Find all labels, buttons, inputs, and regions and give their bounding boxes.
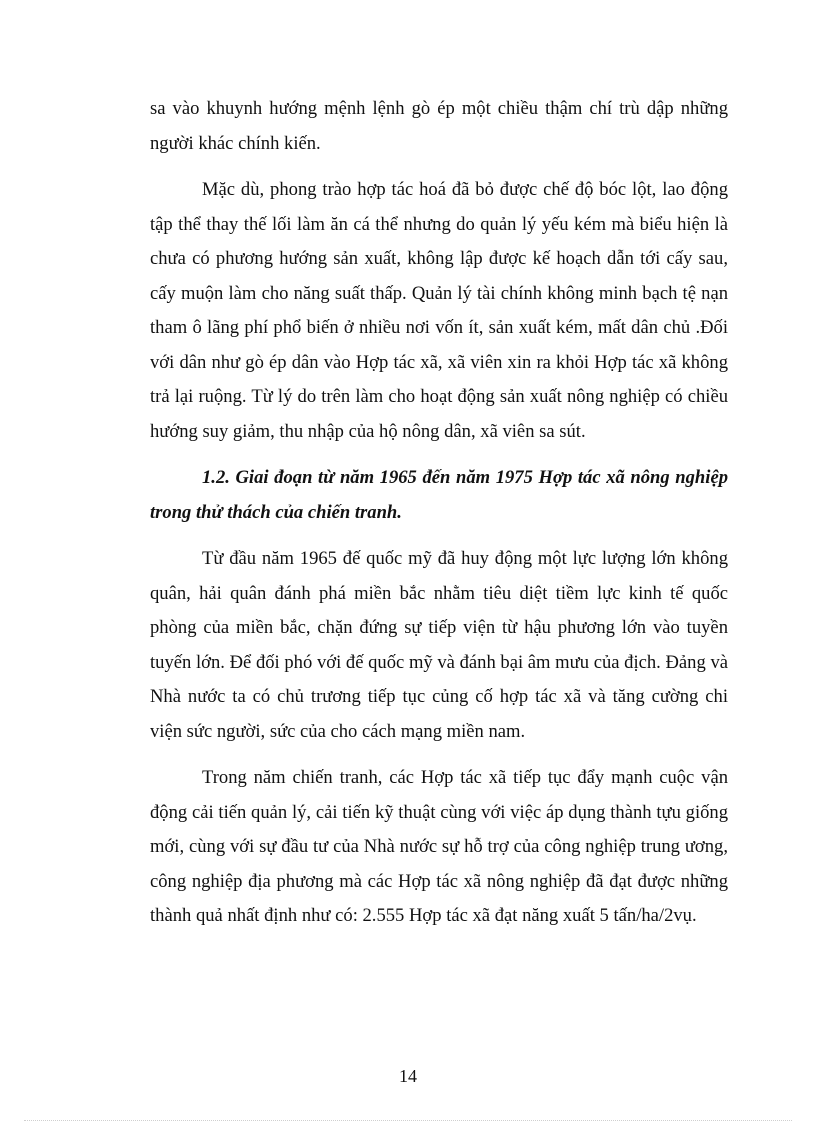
paragraph-cooperative-weakness: Mặc dù, phong trào hợp tác hoá đã bỏ được chế độ bóc lột, lao động tập thể thay thế lối làm ăn cá thể nhưng do quản lý yếu kém mà biểu hiện là chưa có phương hướng sản xuất, không lập được kế hoạch dẫn tới cấy sau, cấy muộn làm cho năng suất thấp. Quản lý tài chính không minh bạch tệ nạn tham ô lãng phí phổ biến ở nhiều nơi vốn ít, sản xuất kém, mất dân chủ .Đối với dân như gò ép dân vào Hợp tác xã, xã viên xin ra khỏi Hợp tác xã không trả lại ruộng. Từ lý do trên làm cho hoạt động sản xuất nông nghiệp có chiều hướng suy giảm, thu nhập của hộ nông dân, xã viên sa sút. (150, 179, 728, 442)
footer-divider (24, 1120, 792, 1121)
page-number: 14 (399, 1066, 417, 1086)
paragraph-war-period: Từ đầu năm 1965 đế quốc mỹ đã huy động một lực lượng lớn không quân, hải quân đánh phá miền bắc nhằm tiêu diệt tiềm lực kinh tế quốc phòng của miền bắc, chặn đứng sự tiếp viện từ hậu phương lớn vào tuyền tuyến lớn. Để đối phó với đế quốc mỹ và đánh bại âm mưu của địch. Đảng và Nhà nước ta có chủ trương tiếp tục củng cố hợp tác xã và tăng cường chi viện sức người, sức của cho cách mạng miền nam. (150, 548, 728, 742)
paragraph-continuation: sa vào khuynh hướng mệnh lệnh gò ép một chiều thậm chí trù dập những người khác chính kiến. (150, 98, 728, 154)
page-body (150, 92, 728, 934)
paragraph-wartime-achievements: Trong năm chiến tranh, các Hợp tác xã tiếp tục đẩy mạnh cuộc vận động cải tiến quản lý, cải tiến kỹ thuật cùng với việc áp dụng thành tựu giống mới, cùng với sự đầu tư của Nhà nước sự hỗ trợ của công nghiệp trung ương, công nghiệp địa phương mà các Hợp tác xã nông nghiệp đã đạt được những thành quả nhất định như có: 2.555 Hợp tác xã đạt năng xuất 5 tấn/ha/2vụ. (150, 767, 728, 926)
section-heading-1-2: 1.2. Giai đoạn từ năm 1965 đến năm 1975 Hợp tác xã nông nghiệp trong thử thách của chiến tranh. (150, 467, 728, 523)
